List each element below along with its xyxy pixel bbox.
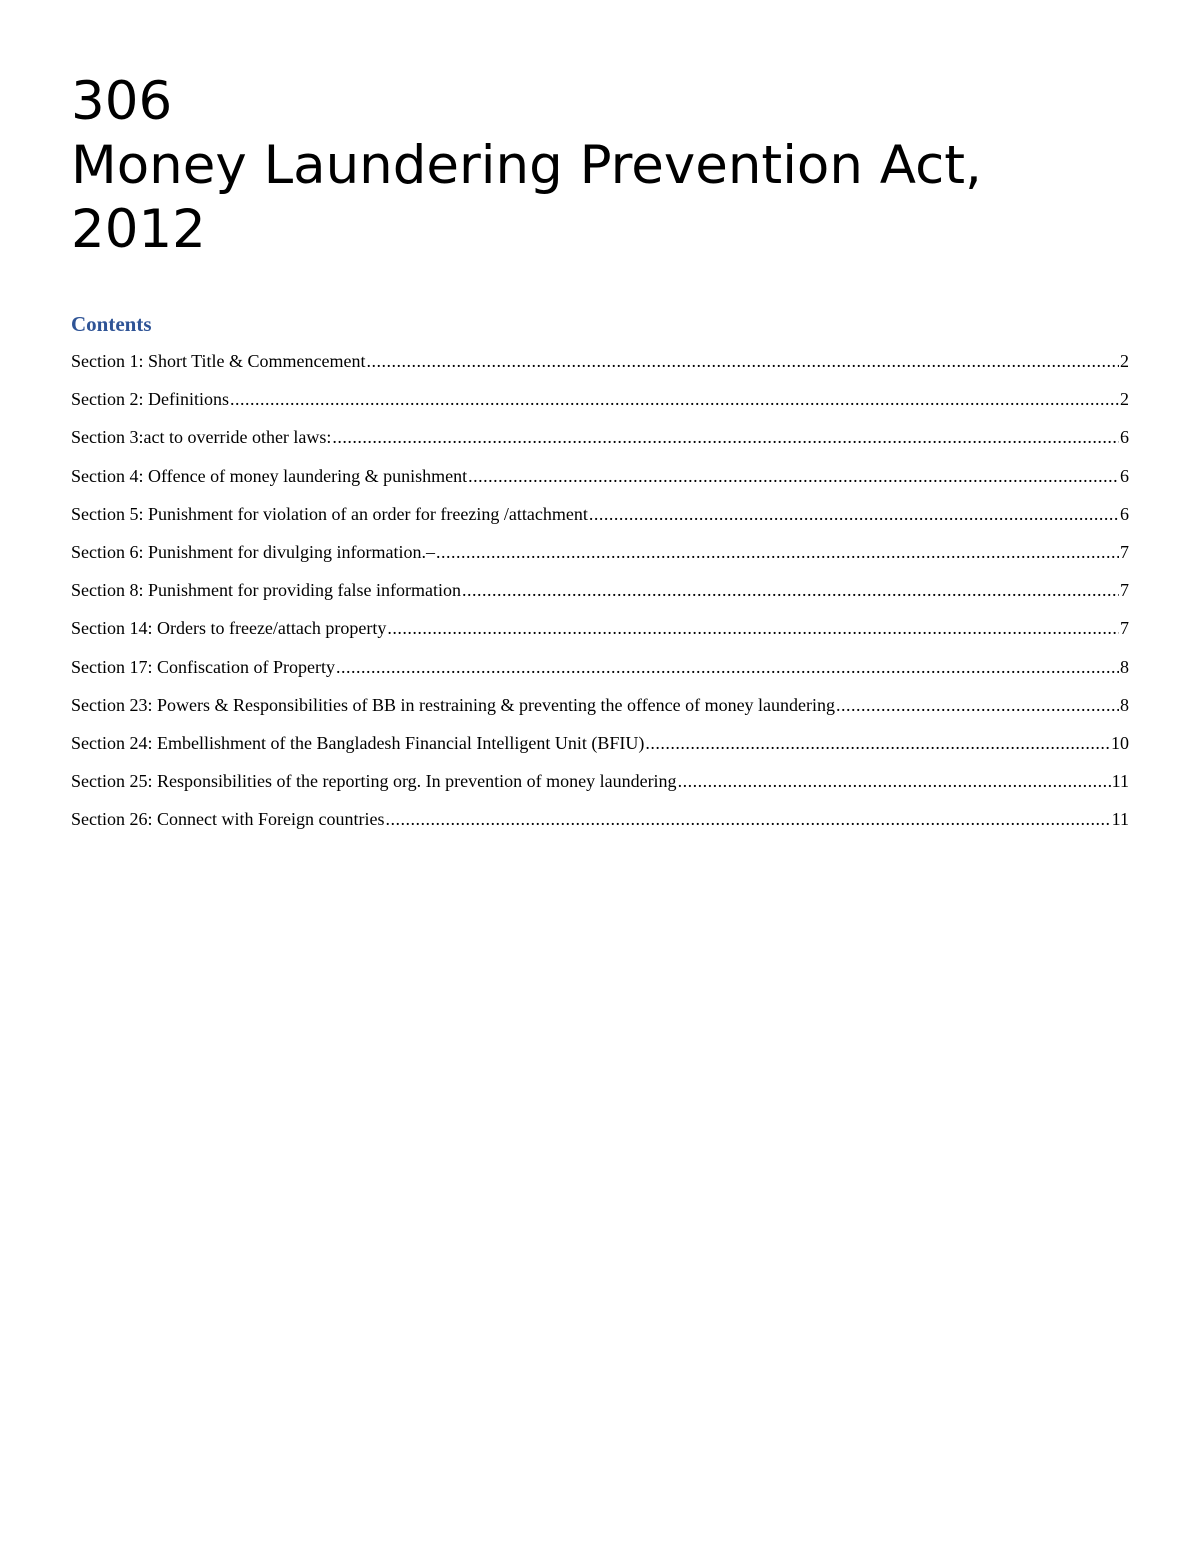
toc-entry[interactable] bbox=[71, 618, 1129, 656]
toc-entry-title: Section 2: Definitions bbox=[71, 389, 229, 410]
toc-heading: Contents bbox=[71, 312, 152, 336]
document-title-line-1: Money Laundering Prevention Act, bbox=[71, 135, 982, 196]
toc-entry[interactable] bbox=[71, 351, 1129, 389]
toc-entry[interactable] bbox=[71, 466, 1129, 504]
toc-entry-page: 10 bbox=[1111, 732, 1129, 753]
toc-entry[interactable] bbox=[71, 733, 1129, 771]
toc-entry[interactable] bbox=[71, 504, 1129, 542]
toc-entry-title: Section 24: Embellishment of the Bangladesh Financial Intelligent Unit (BFIU) bbox=[71, 732, 645, 753]
toc-entry-page: 6 bbox=[1120, 465, 1129, 486]
toc-entry[interactable] bbox=[71, 771, 1129, 809]
toc-entry-title: Section 5: Punishment for violation of an order for freezing /attachment bbox=[71, 503, 588, 524]
document-number: 306 bbox=[71, 71, 173, 132]
toc-entry-page: 7 bbox=[1120, 541, 1129, 562]
toc-entry-title: Section 23: Powers & Responsibilities of BB in restraining & preventing the offence of money laundering bbox=[71, 694, 836, 715]
toc-dot-leader bbox=[436, 542, 1119, 563]
toc-entry-page: 7 bbox=[1120, 618, 1129, 639]
toc-entry-page: 2 bbox=[1120, 351, 1129, 371]
toc-dot-leader bbox=[230, 389, 1119, 410]
toc-dot-leader bbox=[678, 771, 1111, 792]
document-title bbox=[71, 70, 1129, 262]
toc-entry[interactable] bbox=[71, 657, 1129, 695]
toc-dot-leader bbox=[462, 580, 1119, 601]
toc-entry-title: Section 25: Responsibilities of the reporting org. In prevention of money laundering bbox=[71, 771, 677, 792]
toc-entry-page: 7 bbox=[1120, 580, 1129, 601]
toc-entry[interactable] bbox=[71, 427, 1129, 465]
toc-dot-leader bbox=[336, 657, 1119, 678]
toc-dot-leader bbox=[836, 695, 1119, 716]
toc-entry-page: 11 bbox=[1111, 809, 1129, 830]
toc-dot-leader bbox=[468, 466, 1119, 487]
toc-entry[interactable] bbox=[71, 542, 1129, 580]
document-title-line-2: 2012 bbox=[71, 199, 206, 260]
toc-entry[interactable] bbox=[71, 389, 1129, 427]
toc-entry-page: 2 bbox=[1120, 389, 1129, 410]
toc-entry-page: 6 bbox=[1120, 503, 1129, 524]
toc-dot-leader bbox=[385, 809, 1110, 830]
toc-entry-title: Section 1: Short Title & Commencement bbox=[71, 351, 366, 371]
toc-entry-page: 6 bbox=[1120, 427, 1129, 448]
toc-entry-title: Section 6: Punishment for divulging information.– bbox=[71, 541, 435, 562]
toc-entry-title: Section 17: Confiscation of Property bbox=[71, 656, 335, 677]
toc-entry[interactable] bbox=[71, 580, 1129, 618]
toc-dot-leader bbox=[589, 504, 1119, 525]
toc-dot-leader bbox=[645, 733, 1110, 754]
document-page bbox=[71, 70, 1129, 830]
toc-entry-title: Section 4: Offence of money laundering & punishment bbox=[71, 465, 468, 486]
toc-dot-leader bbox=[367, 351, 1120, 372]
toc-dot-leader bbox=[332, 427, 1119, 448]
toc-entry-title: Section 8: Punishment for providing false information bbox=[71, 580, 461, 601]
toc-entry-title: Section 14: Orders to freeze/attach property bbox=[71, 618, 387, 639]
toc-dot-leader bbox=[387, 618, 1119, 639]
toc-entry[interactable] bbox=[71, 809, 1129, 847]
toc-entry[interactable] bbox=[71, 695, 1129, 733]
table-of-contents bbox=[71, 351, 1129, 847]
toc-entry-title: Section 3:act to override other laws: bbox=[71, 427, 332, 448]
toc-entry-title: Section 26: Connect with Foreign countries bbox=[71, 809, 385, 830]
toc-entry-page: 11 bbox=[1111, 771, 1129, 792]
toc-entry-page: 8 bbox=[1120, 694, 1129, 715]
toc-entry-page: 8 bbox=[1120, 656, 1129, 677]
